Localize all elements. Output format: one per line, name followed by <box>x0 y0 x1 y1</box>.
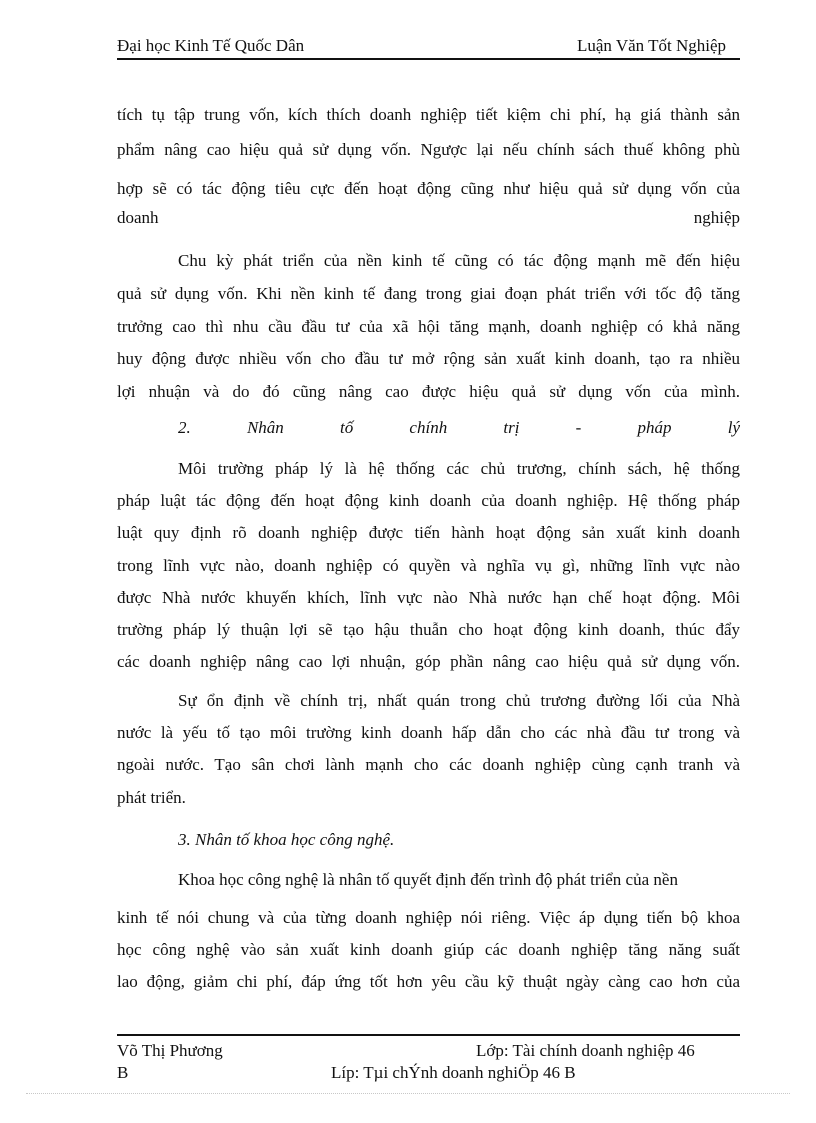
body-line-6: quả sử dụng vốn. Khi nền kinh tế đang trong giai đoạn phát triển với tốc độ tăng <box>117 284 740 303</box>
header-thesis-title: Luận Văn Tốt Nghiệp <box>576 36 726 55</box>
footer-class-garbled: Líp: Tµi chÝnh doanh nghiÖp 46 B <box>331 1063 576 1082</box>
footer-author: Võ Thị Phương <box>117 1041 223 1060</box>
body-line-1: tích tụ tập trung vốn, kích thích doanh nghiệp tiết kiệm chi phí, hạ giá thành sản <box>117 105 740 124</box>
body-line-26: lao động, giảm chi phí, đáp ứng tốt hơn yêu cầu kỹ thuật ngày càng cao hơn của <box>117 972 740 991</box>
body-line-24: kinh tế nói chung và của từng doanh nghiệp nói riêng. Việc áp dụng tiến bộ khoa <box>117 908 740 927</box>
body-line-9: lợi nhuận và do đó cũng nâng cao được hiệu quả sử dụng vốn của mình. <box>117 382 740 401</box>
body-line-21: phát triển. <box>117 788 186 807</box>
body-line-18: Sự ổn định về chính trị, nhất quán trong chủ trương đường lối của Nhà <box>178 691 740 710</box>
body-line-12: pháp luật tác động đến hoạt động kinh doanh của doanh nghiệp. Hệ thống pháp <box>117 491 740 510</box>
body-line-25: học công nghệ vào sản xuất kinh doanh giúp các doanh nghiệp tăng năng suất <box>117 940 740 959</box>
body-line-3: hợp sẽ có tác động tiêu cực đến hoạt động cũng như hiệu quả sử dụng vốn của <box>117 179 740 198</box>
body-line-4: doanh nghiệp <box>117 208 740 227</box>
body-line-8: huy động được nhiều vốn cho đầu tư mở rộng sản xuất kinh doanh, tạo ra nhiều <box>117 349 740 368</box>
footer-author-cont: B <box>117 1063 129 1082</box>
body-line-14: trong lĩnh vực nào, doanh nghiệp có quyền và nghĩa vụ gì, những lĩnh vực nào <box>117 556 740 575</box>
body-line-17: các doanh nghiệp nâng cao lợi nhuận, góp phần nâng cao hiệu quả sử dụng vốn. <box>117 652 740 671</box>
page-header <box>117 34 740 60</box>
body-line-19: nước là yếu tố tạo môi trường kinh doanh hấp dẫn cho các nhà đầu tư trong và <box>117 723 740 742</box>
footer-class: Lớp: Tài chính doanh nghiệp 46 <box>476 1041 695 1060</box>
body-line-7: trưởng cao thì nhu cầu đầu tư của xã hội tăng mạnh, doanh nghiệp có khả năng <box>117 317 740 336</box>
section-heading-3: 3. Nhân tố khoa học công nghệ. <box>178 830 395 849</box>
page-edge-divider <box>26 1093 790 1094</box>
body-line-20: ngoài nước. Tạo sân chơi lành mạnh cho các doanh nghiệp cùng cạnh tranh và <box>117 755 740 774</box>
body-line-11: Môi trường pháp lý là hệ thống các chủ trương, chính sách, hệ thống <box>178 459 740 478</box>
section-heading-2: 2. Nhân tố chính trị - pháp lý <box>178 418 740 437</box>
header-university: Đại học Kinh Tế Quốc Dân <box>117 36 305 55</box>
body-line-13: luật quy định rõ doanh nghiệp được tiến hành hoạt động sản xuất kinh doanh <box>117 523 740 542</box>
body-line-15: được Nhà nước khuyến khích, lĩnh vực nào Nhà nước hạn chế hoạt động. Môi <box>117 588 740 607</box>
body-line-2: phẩm nâng cao hiệu quả sử dụng vốn. Ngược lại nếu chính sách thuế không phù <box>117 140 740 159</box>
body-line-16: trường pháp lý thuận lợi sẽ tạo hậu thuẫn cho hoạt động kinh doanh, thúc đẩy <box>117 620 740 639</box>
body-line-5: Chu kỳ phát triển của nền kinh tế cũng có tác động mạnh mẽ đến hiệu <box>178 251 740 270</box>
footer-rule <box>117 1034 740 1036</box>
body-line-23: Khoa học công nghệ là nhân tố quyết định đến trình độ phát triển của nền <box>178 870 678 889</box>
